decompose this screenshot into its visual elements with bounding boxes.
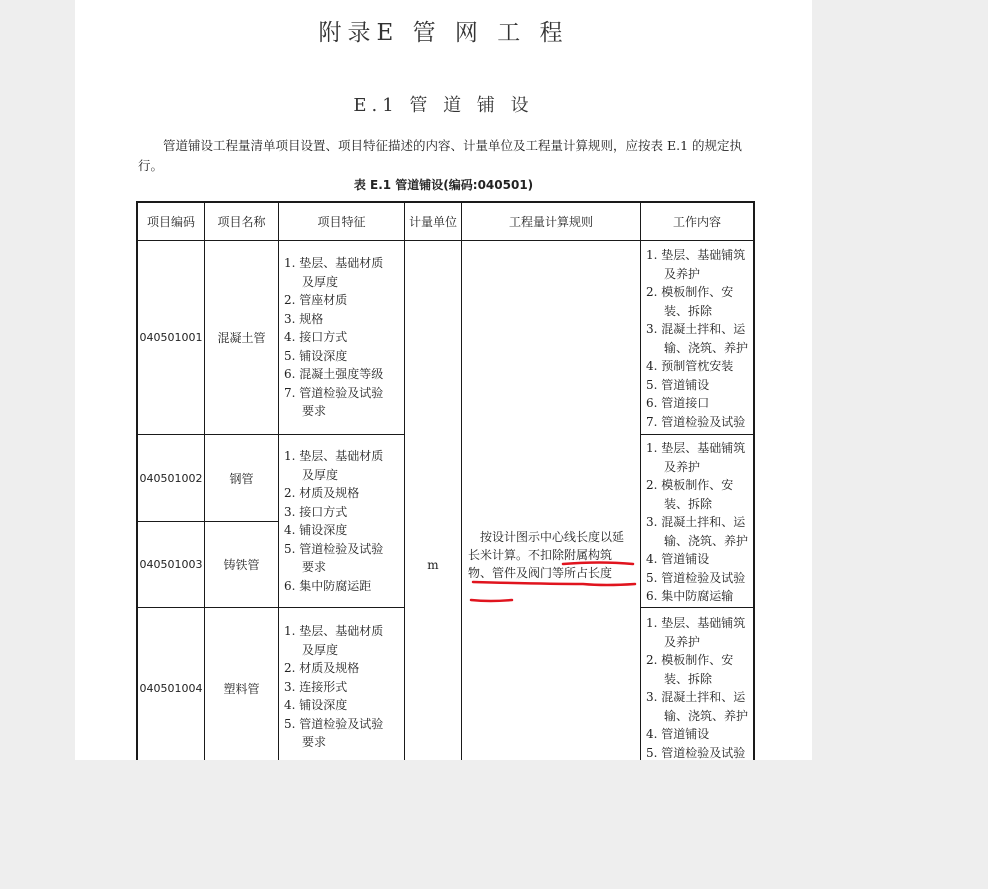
header-unit: 计量单位	[408, 215, 457, 229]
work-line: 输、浇筑、养护	[664, 340, 749, 355]
work-line: 3. 混凝土拌和、运	[646, 690, 746, 704]
header-code: 项目编码	[146, 215, 195, 229]
feature-line: 1. 垫层、基础材质	[284, 449, 384, 463]
feature-line: 6. 集中防腐运距	[284, 578, 372, 593]
work-line: 6. 管道接口	[646, 396, 710, 410]
feature-line: 2. 材质及规格	[284, 661, 360, 675]
appendix-title: 附录E 管 网 工 程	[318, 20, 569, 46]
feature-line: 及厚度	[302, 467, 339, 482]
work-line: 2. 模板制作、安	[646, 653, 734, 667]
work-line: 4. 管道铺设	[646, 552, 710, 566]
underline-stroke	[563, 563, 633, 565]
work-line: 及养护	[664, 266, 701, 281]
feature-line: 7. 管道检验及试验	[284, 385, 384, 400]
table-caption: 表 E.1 管道铺设(编码:040501)	[353, 178, 534, 192]
document-page	[75, 0, 812, 760]
item-code: 040501003	[139, 558, 203, 571]
feature-line: 1. 垫层、基础材质	[284, 624, 384, 638]
work-line: 装、拆除	[664, 303, 713, 318]
item-name: 混凝土管	[217, 331, 266, 345]
pipe-laying-table	[75, 0, 812, 760]
underline-stroke	[471, 600, 512, 601]
work-line: 5. 管道检验及试验	[646, 570, 746, 585]
feature-line: 2. 材质及规格	[284, 486, 360, 500]
feature-line: 2. 管座材质	[284, 293, 348, 307]
header-name: 项目名称	[217, 215, 266, 229]
work-line: 6. 集中防腐运输	[646, 589, 734, 603]
feature-line: 5. 铺设深度	[284, 348, 348, 363]
work-line: 装、拆除	[664, 496, 713, 511]
feature-line: 及厚度	[302, 274, 339, 289]
item-code: 040501002	[139, 471, 203, 485]
feature-line: 3. 规格	[284, 311, 324, 326]
item-name: 铸铁管	[223, 558, 260, 572]
header-features: 项目特征	[317, 215, 366, 229]
work-line: 3. 混凝土拌和、运	[646, 322, 746, 336]
intro-paragraph: 管道铺设工程量清单项目设置、项目特征描述的内容、计量单位及工程量计算规则，应按表 E.1 的规定执行。	[138, 138, 742, 173]
feature-line: 5. 管道检验及试验	[284, 716, 384, 731]
work-line: 7. 管道检验及试验	[646, 414, 746, 429]
feature-line: 要求	[302, 735, 327, 749]
calculation-rule: 按设计图示中心线长度以延长米计算。不扣除附属构筑物、管件及阀门等所占长度	[468, 530, 625, 580]
work-line: 5. 管道铺设	[646, 377, 710, 392]
feature-line: 5. 管道检验及试验	[284, 541, 384, 556]
work-line: 3. 混凝土拌和、运	[646, 515, 746, 529]
feature-line: 要求	[302, 404, 327, 418]
work-line: 2. 模板制作、安	[646, 285, 734, 299]
red-underline-annotation	[75, 0, 812, 760]
work-line: 2. 模板制作、安	[646, 478, 734, 492]
item-name: 钢管	[229, 471, 254, 486]
work-line: 5. 管道检验及试验	[646, 745, 746, 760]
feature-line: 3. 接口方式	[284, 504, 348, 519]
feature-line: 要求	[302, 560, 327, 574]
feature-line: 6. 混凝土强度等级	[284, 367, 384, 381]
work-line: 1. 垫层、基础铺筑	[646, 616, 746, 630]
work-line: 输、浇筑、养护	[664, 708, 749, 723]
unit-value: m	[427, 558, 439, 572]
feature-line: 及厚度	[302, 642, 339, 657]
item-name: 塑料管	[223, 681, 260, 696]
work-line: 装、拆除	[664, 671, 713, 686]
work-line: 1. 垫层、基础铺筑	[646, 441, 746, 455]
work-line: 及养护	[664, 634, 701, 649]
item-code: 040501004	[139, 681, 203, 695]
feature-line: 4. 接口方式	[284, 330, 348, 344]
underline-stroke	[473, 582, 635, 585]
section-title: E.1 管 道 铺 设	[353, 95, 534, 116]
feature-line: 4. 铺设深度	[284, 523, 348, 537]
header-work: 工作内容	[672, 215, 721, 229]
feature-line: 3. 连接形式	[284, 679, 348, 694]
work-line: 输、浇筑、养护	[664, 533, 749, 548]
item-code: 040501001	[139, 331, 203, 344]
work-line: 4. 管道铺设	[646, 727, 710, 741]
feature-line: 1. 垫层、基础材质	[284, 256, 384, 270]
work-line: 4. 预制管枕安装	[646, 359, 734, 373]
work-line: 1. 垫层、基础铺筑	[646, 248, 746, 262]
header-rule: 工程量计算规则	[508, 215, 593, 229]
work-line: 及养护	[664, 459, 701, 474]
feature-line: 4. 铺设深度	[284, 698, 348, 712]
